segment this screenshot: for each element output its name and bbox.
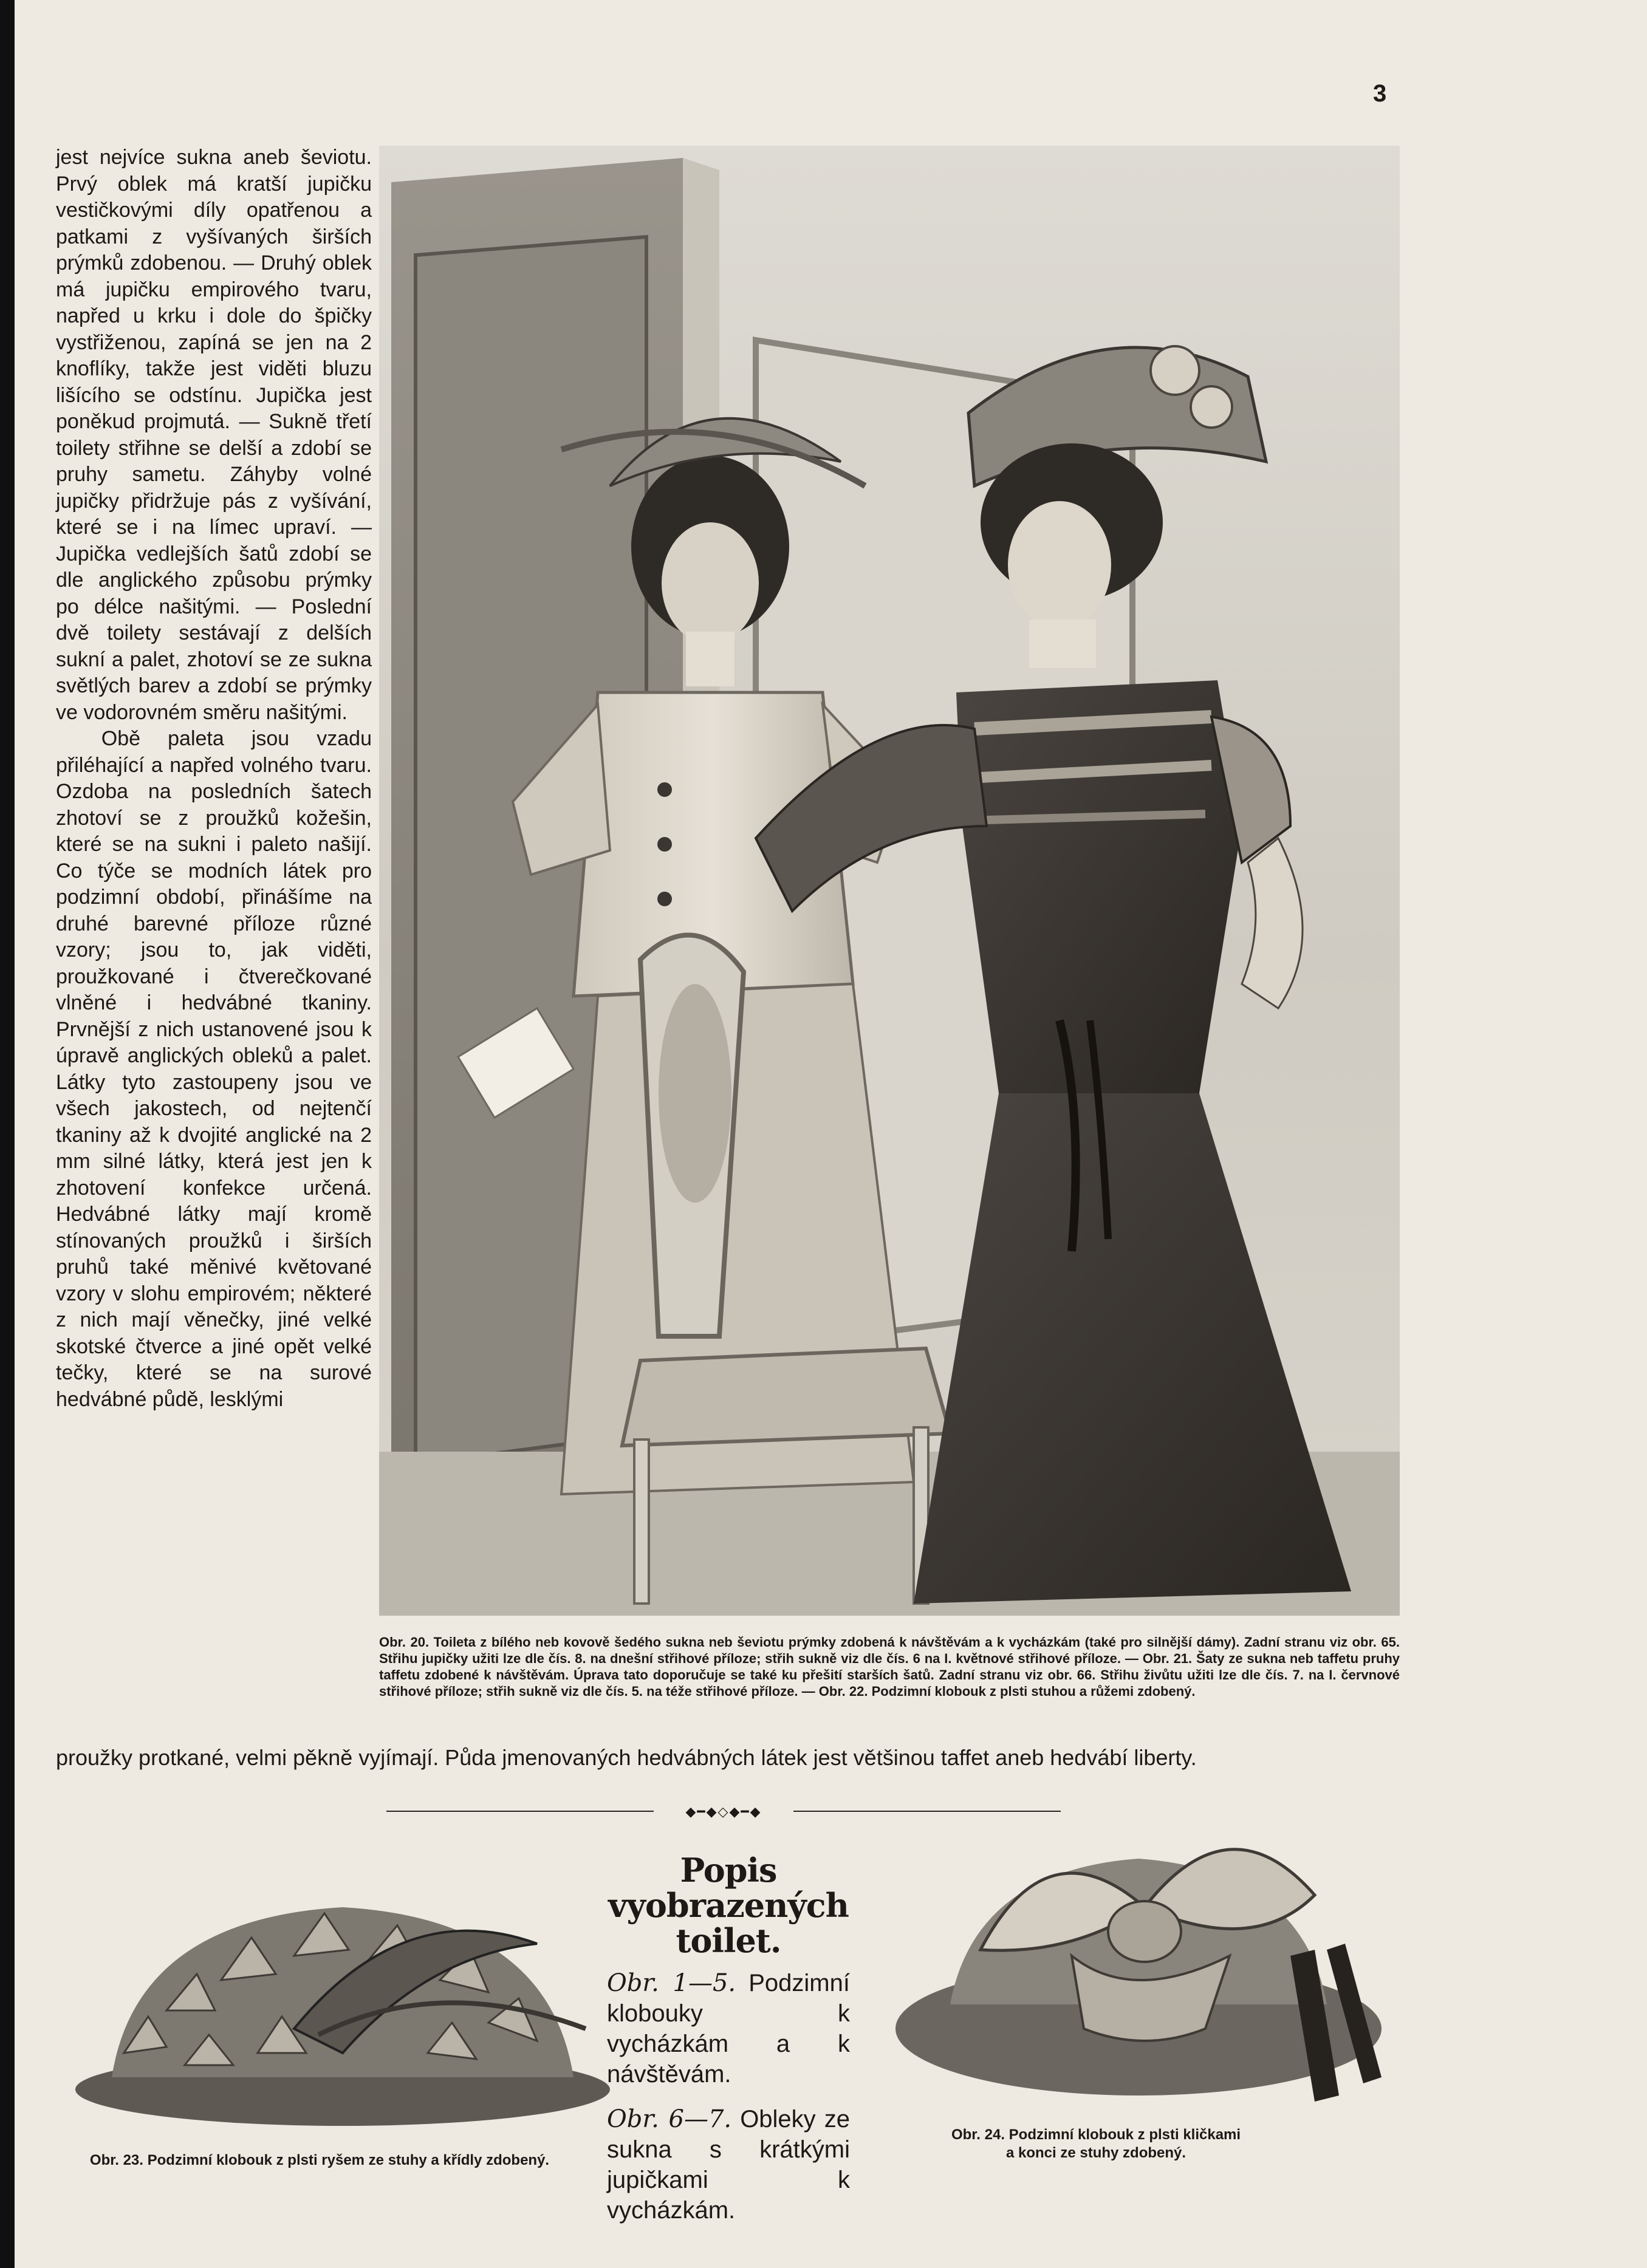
magazine-page [15, 0, 1647, 2268]
figure-reference: Obr. 1—5. [607, 1969, 736, 1997]
paragraph-continuation: proužky protkané, velmi pěkně vyjímají. Půda jmenovaných hedvábných látek jest většinou taffet aneb hedvábí liberty. [56, 1745, 1197, 1770]
left-text-column [56, 145, 372, 1413]
description-item [607, 2104, 850, 2225]
fashion-plate-drawing [379, 146, 1400, 1616]
figure-caption-24 [883, 2126, 1309, 2162]
description-section [607, 1853, 850, 2240]
divider-ornament: ◆━◆◇◆━◆ [685, 1805, 762, 1820]
divider-line-left [386, 1811, 654, 1812]
figure-reference: Obr. 6—7. [607, 2105, 732, 2133]
hat-feather-drawing [63, 1871, 622, 2132]
illustration-two-ladies [379, 146, 1400, 1616]
caption-24-line-2: a konci ze stuhy zdobený. [1005, 2145, 1186, 2161]
figure-caption-main: Obr. 20. Toileta z bílého neb kovově šedého sukna neb ševiotu prýmky zdobená k návštěvám a k vycházkám (také pro silnější dámy). Zadní stranu viz obr. 65. Střihu jupičky užiti lze dle čís. 8. na dnešní střihové příloze; střih sukně viz dle čís. 6 na I. květnové střihové příloze. — Obr. 21. Šaty ze sukna neb taffetu pruhy taffetu zdobené k návštěvám. Úprava tato doporučuje se také ku přešití starších šatů. Zadní stranu viz obr. 66. Střihu živůtu užiti lze dle čís. 7. na I. červnové střihové příloze; střih sukně viz dle čís. 5. na téže střihové příloze. — Obr. 22. Podzimní klobouk z plsti stuhou a růžemi zdobený. [379, 1634, 1400, 1699]
description-item [607, 1968, 850, 2089]
paragraph-1: jest nejvíce sukna aneb ševiotu. Prvý oblek má kratší jupičku vestičkovými díly opatřenou a patkami z vyšívaných širších prýmků zdobenou. — Druhý oblek má jupičku empirového tvaru, napřed u krku i dole do špičky vystřiženou, zapíná se jen na 2 knoflíky, takže jest viděti bluzu lišícího se odstínu. Jupička jest poněkud projmutá. — Sukně třetí toilety střihne se delší a zdobí se pruhy sametu. Záhyby volné jupičky přidržuje pás z vyšívání, které se i na límec upraví. — Jupička vedlejších šatů zdobí se dle anglického způsobu prýmky po délce našitými. — Poslední dvě toilety sestávají z delších sukní a palet, zhotoví se ze sukna světlých barev a zdobí se prýmky ve vodorovném směru našitými. [56, 146, 372, 724]
illustration-hat-feather [63, 1871, 622, 2132]
caption-24-line-1: Obr. 24. Podzimní klobouk z plsti kličkami [951, 2126, 1241, 2143]
page-number: 3 [1373, 80, 1387, 107]
description-heading: Popis vyobrazených toilet. [608, 1851, 849, 1960]
hat-bow-drawing [889, 1798, 1388, 2120]
illustration-hat-bow [889, 1798, 1388, 2120]
figure-caption-23: Obr. 23. Podzimní klobouk z plsti ryšem ze stuhy a křídly zdobený. [89, 2152, 550, 2168]
paragraph-2: Obě paleta jsou vzadu přiléhající a napřed volného tvaru. Ozdoba na posledních šatech zhotoví se z proužků kožešin, které se na sukni i paleto našijí. Co týče se modních látek pro podzimní období, přinášíme na druhé barevné příloze různé vzory; jsou to, jak viděti, proužkované i čtverečkované vlněné i hedvábné tkaniny. Prvnější z nich ustanovené jsou k úpravě anglických obleků a palet. Látky tyto zastoupeny jsou ve všech jakostech, od nejtenčí tkaniny až k dvojité anglické na 2 mm silné látky, která jest jen k zhotovení konfekce určená. Hedvábné látky mají kromě stínovaných proužků i širších pruhů také měnivé květované vzory v slohu empirovém; některé z nich mají věnečky, jiné velké skotské čtverce a jiné opět velké tečky, které se na surové hedvábné půdě, lesklými [56, 727, 372, 1411]
description-text: Podzimní klobouky k vycházkám a k návštěvám. [607, 1970, 850, 2088]
description-text: Obleky ze sukna s krátkými jupičkami k vycházkám. [607, 2106, 850, 2224]
